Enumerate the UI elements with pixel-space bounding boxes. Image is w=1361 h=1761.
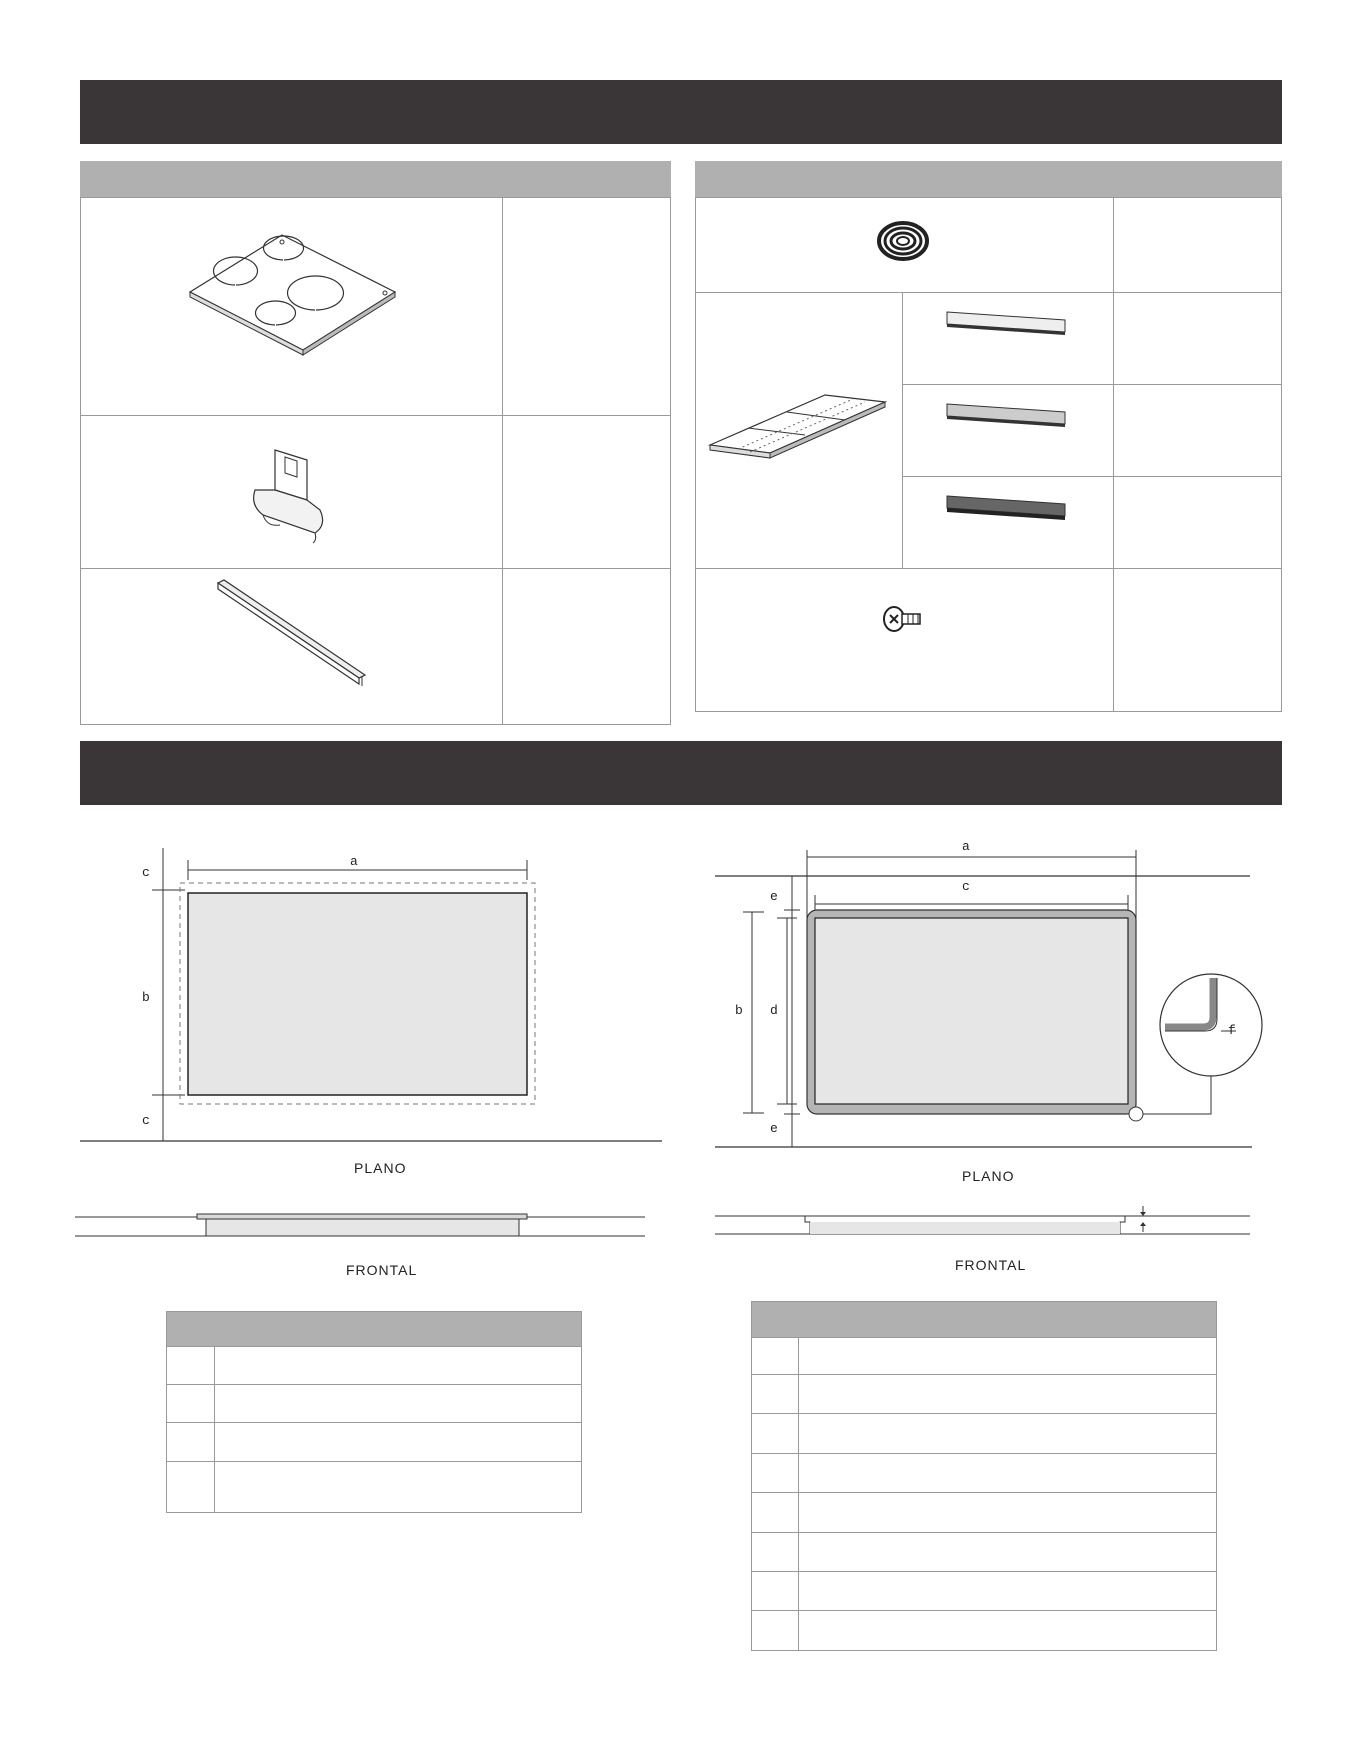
caption-front-left: FRONTAL	[346, 1262, 418, 1278]
dim-label-c-top-left: c	[142, 865, 150, 880]
caption-front-right: FRONTAL	[955, 1257, 1027, 1273]
dimensions-table-left	[166, 1311, 582, 1513]
dim-label-f-right: f	[1228, 1023, 1236, 1038]
dim-label-a-right: a	[962, 839, 970, 854]
caption-plan-right: PLANO	[962, 1168, 1015, 1184]
dim-label-a-left: a	[350, 854, 358, 869]
dim-label-e-top-right: e	[770, 889, 778, 904]
dim-label-e-bottom-right: e	[770, 1121, 778, 1136]
dim-label-b-right: b	[735, 1003, 743, 1018]
dimensions-table-right	[751, 1301, 1217, 1651]
dim-label-d-right: d	[770, 1003, 778, 1018]
dim-label-b-left: b	[142, 990, 150, 1005]
dim-label-c-bottom-left: c	[142, 1113, 150, 1128]
caption-plan-left: PLANO	[354, 1160, 407, 1176]
dim-label-c-right: c	[962, 879, 970, 894]
